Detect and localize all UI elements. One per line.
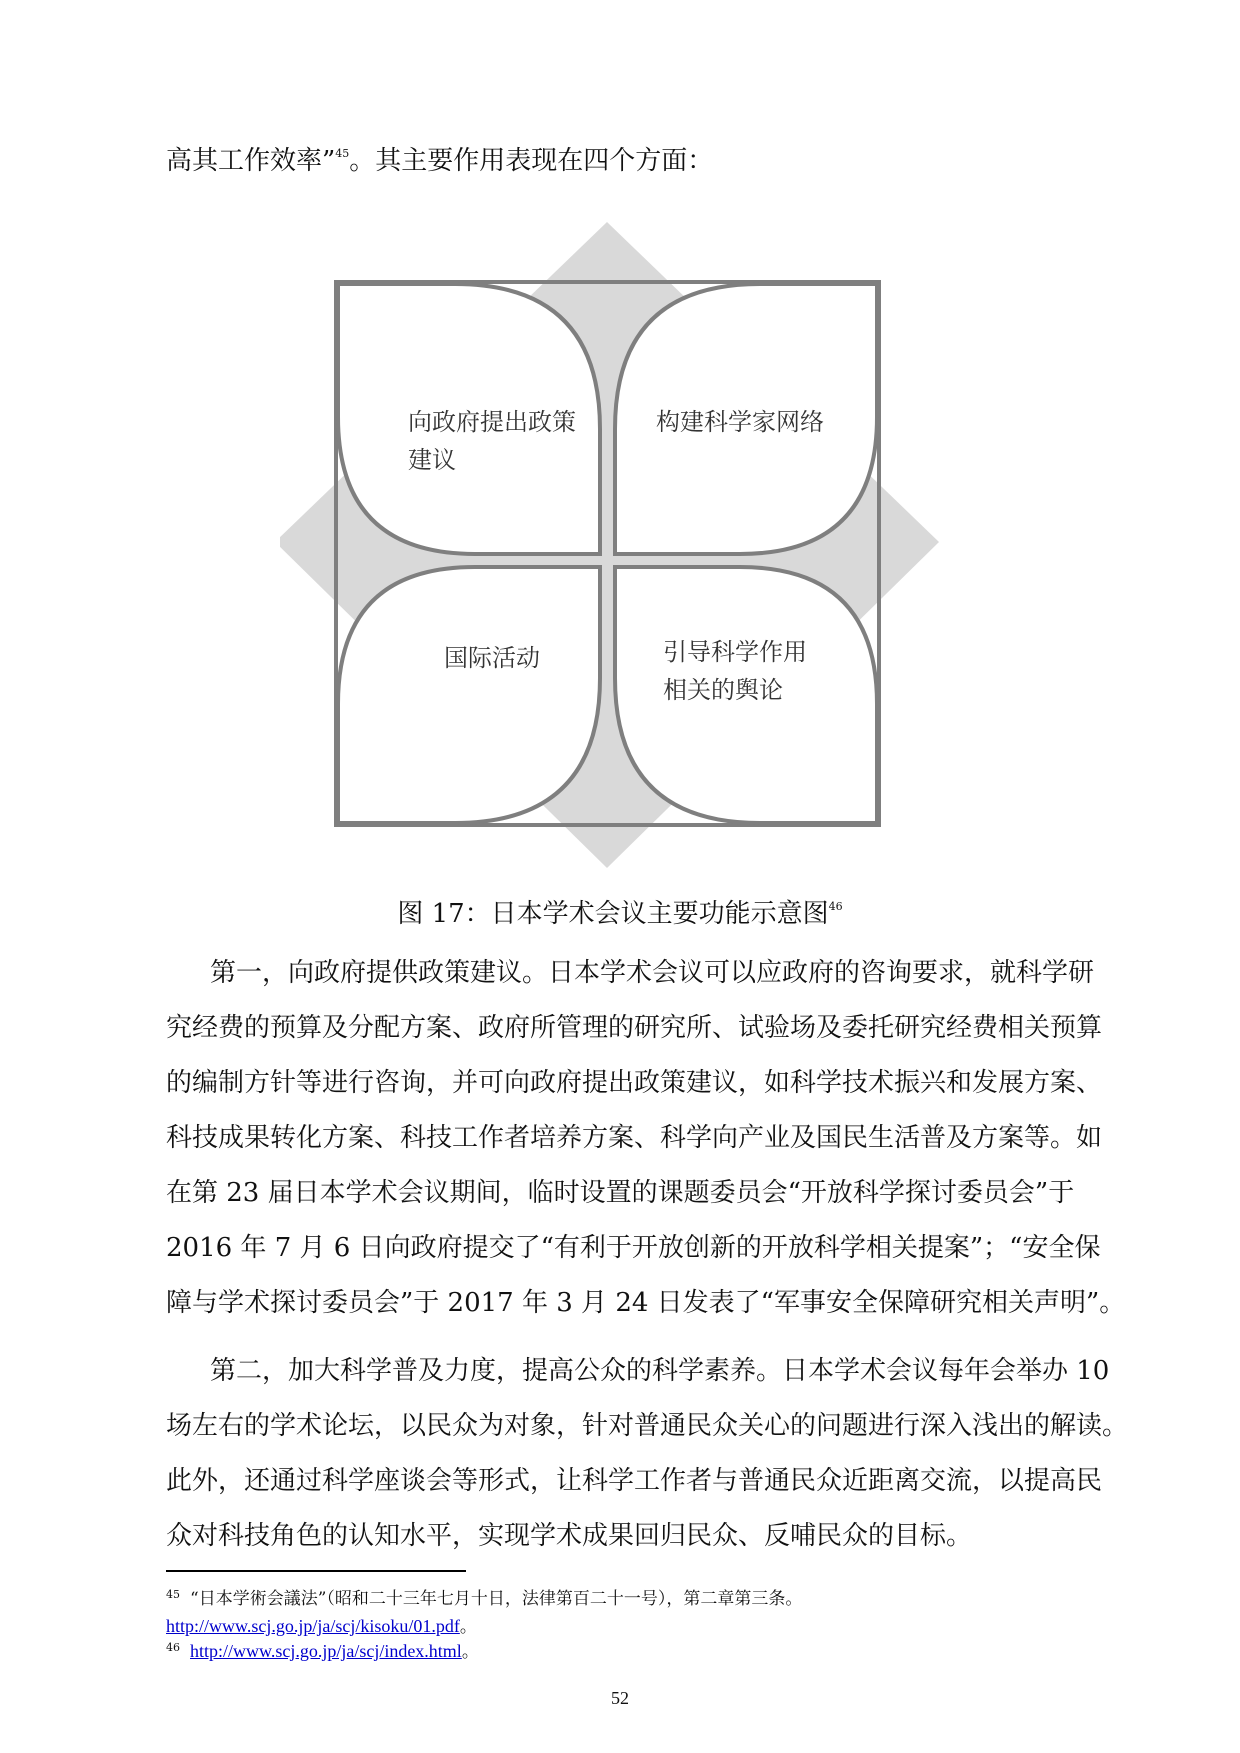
footnote-45-text: “日本学術会議法”（昭和二十三年七月十日，法律第百二十一号），第二章第三条。 <box>190 1589 803 1609</box>
p1-line-3: 的编制方针等进行咨询，并可向政府提出政策建议，如科学技术振兴和发展方案、 <box>166 1068 1103 1098</box>
intro-text: 高其工作效率” <box>166 146 336 176</box>
functions-diagram <box>280 222 970 868</box>
caption-text: 图 17：日本学术会议主要功能示意图 <box>397 899 829 929</box>
footnote-46-link[interactable]: http://www.scj.go.jp/ja/scj/index.html <box>190 1641 462 1661</box>
petal-bottom-left <box>338 567 600 823</box>
figure-caption <box>0 893 1240 930</box>
petal-label-policy-line-1: 向政府提出政策 <box>408 408 576 436</box>
petal-label-international: 国际活动 <box>444 644 540 672</box>
footnote-45-link[interactable]: http://www.scj.go.jp/ja/scj/kisoku/01.pdf <box>166 1616 460 1636</box>
footnote-46-link-tail: 。 <box>461 1642 479 1662</box>
page-number: 52 <box>611 1688 629 1708</box>
p1-line-2: 究经费的预算及分配方案、政府所管理的研究所、试验场及委托研究经费相关预算 <box>166 1013 1103 1043</box>
p1-line-6: 2016 年 7 月 6 日向政府提交了“有利于开放创新的开放科学相关提案”；“安全保 <box>166 1233 1101 1263</box>
intro-tail: 。其主要作用表现在四个方面： <box>349 146 714 176</box>
p2-line-3: 此外，还通过科学座谈会等形式，让科学工作者与普通民众近距离交流，以提高民 <box>166 1466 1103 1496</box>
p1-line-4: 科技成果转化方案、科技工作者培养方案、科学向产业及国民生活普及方案等。如 <box>166 1123 1103 1153</box>
footnote-ref-45[interactable]: 45 <box>335 147 350 160</box>
footnote-separator <box>166 1570 466 1572</box>
intro-line <box>166 148 713 174</box>
footnote-45-link-line <box>166 1612 477 1637</box>
footnote-46 <box>166 1637 479 1662</box>
footnote-45 <box>166 1584 802 1609</box>
p2-line-2: 场左右的学术论坛，以民众为对象，针对普通民众关心的问题进行深入浅出的解读。 <box>166 1411 1129 1441</box>
footnote-46-mark: 46 <box>166 1641 180 1654</box>
p1-line-1: 第一，向政府提供政策建议。日本学术会议可以应政府的咨询要求，就科学研 <box>210 958 1095 988</box>
petal-label-network: 构建科学家网络 <box>656 408 824 436</box>
petal-label-policy-line-2: 建议 <box>408 446 456 474</box>
p1-line-5: 在第 23 届日本学术会议期间，临时设置的课题委员会“开放科学探讨委员会”于 <box>166 1178 1075 1208</box>
p1-line-7: 障与学术探讨委员会”于 2017 年 3 月 24 日发表了“军事安全保障研究相关声明”。 <box>166 1288 1126 1318</box>
footnote-45-link-tail: 。 <box>459 1617 477 1637</box>
p2-line-4: 众对科技角色的认知水平，实现学术成果回归民众、反哺民众的目标。 <box>166 1521 973 1551</box>
petal-label-opinion-line-1: 引导科学作用 <box>663 638 807 666</box>
p2-line-1: 第二，加大科学普及力度，提高公众的科学素养。日本学术会议每年会举办 10 <box>210 1356 1110 1386</box>
footnote-ref-46[interactable]: 46 <box>828 900 843 913</box>
footnote-45-mark: 45 <box>166 1588 180 1601</box>
petal-label-opinion-line-2: 相关的舆论 <box>663 676 783 704</box>
